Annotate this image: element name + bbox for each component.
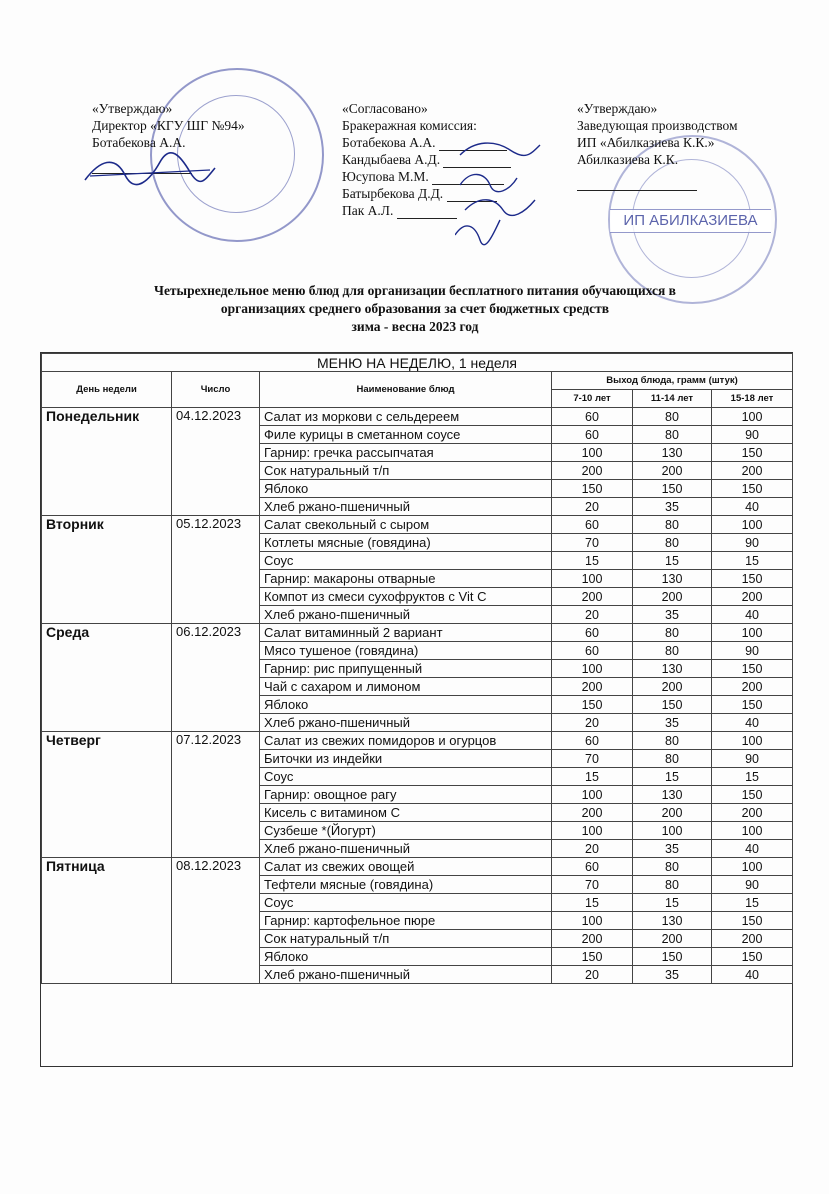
dish-name: Сузбеше *(Йогурт): [260, 822, 552, 840]
portion-value: 70: [552, 534, 633, 552]
portion-value: 130: [633, 786, 712, 804]
dish-name: Салат из свежих овощей: [260, 858, 552, 876]
header-day: День недели: [42, 372, 172, 408]
portion-value: 35: [633, 606, 712, 624]
portion-value: 150: [712, 948, 793, 966]
dish-name: Хлеб ржано-пшеничный: [260, 606, 552, 624]
portion-value: 80: [633, 534, 712, 552]
portion-value: 200: [633, 930, 712, 948]
portion-value: 20: [552, 498, 633, 516]
approval-line: «Утверждаю»: [92, 101, 173, 116]
portion-value: 90: [712, 426, 793, 444]
portion-value: 15: [712, 768, 793, 786]
portion-value: 70: [552, 876, 633, 894]
portion-value: 100: [712, 822, 793, 840]
portion-value: 100: [552, 660, 633, 678]
dish-name: Гарнир: рис припущенный: [260, 660, 552, 678]
dish-name: Котлеты мясные (говядина): [260, 534, 552, 552]
dish-name: Тефтели мясные (говядина): [260, 876, 552, 894]
portion-value: 150: [633, 696, 712, 714]
dish-name: Яблоко: [260, 480, 552, 498]
day-date: 07.12.2023: [172, 732, 260, 858]
table-row: [42, 858, 793, 876]
portion-value: 100: [712, 858, 793, 876]
portion-value: 60: [552, 516, 633, 534]
approval-line: Заведующая производством: [577, 118, 738, 133]
portion-value: 100: [712, 408, 793, 426]
portion-value: 150: [552, 948, 633, 966]
document-title: [60, 282, 770, 336]
header-dish: Наименование блюд: [260, 372, 552, 408]
dish-name: Соус: [260, 552, 552, 570]
portion-value: 60: [552, 732, 633, 750]
day-date: 06.12.2023: [172, 624, 260, 732]
dish-name: Филе курицы в сметанном соусе: [260, 426, 552, 444]
portion-value: 20: [552, 840, 633, 858]
portion-value: 80: [633, 642, 712, 660]
dish-name: Гарнир: гречка рассыпчатая: [260, 444, 552, 462]
portion-value: 200: [552, 462, 633, 480]
dish-name: Соус: [260, 768, 552, 786]
portion-value: 60: [552, 624, 633, 642]
portion-value: 80: [633, 426, 712, 444]
portion-value: 130: [633, 444, 712, 462]
portion-value: 130: [633, 570, 712, 588]
portion-value: 40: [712, 714, 793, 732]
portion-value: 150: [712, 660, 793, 678]
approval-line: Бракеражная комиссия:: [342, 118, 477, 133]
portion-value: 130: [633, 660, 712, 678]
dish-name: Яблоко: [260, 696, 552, 714]
portion-value: 35: [633, 498, 712, 516]
dish-name: Хлеб ржано-пшеничный: [260, 966, 552, 984]
signature-director: [80, 150, 220, 190]
portion-value: 100: [552, 444, 633, 462]
portion-value: 150: [552, 696, 633, 714]
approval-line: ИП «Абилказиева К.К.»: [577, 135, 715, 150]
day-date: 04.12.2023: [172, 408, 260, 516]
dish-name: Соус: [260, 894, 552, 912]
portion-value: 100: [552, 822, 633, 840]
portion-value: 100: [712, 732, 793, 750]
menu-table-frame: [40, 352, 793, 1067]
portion-value: 200: [552, 804, 633, 822]
portion-value: 60: [552, 408, 633, 426]
portion-value: 200: [633, 804, 712, 822]
portion-value: 90: [712, 642, 793, 660]
portion-value: 200: [552, 930, 633, 948]
portion-value: 200: [552, 588, 633, 606]
portion-value: 80: [633, 624, 712, 642]
portion-value: 40: [712, 606, 793, 624]
age-group-header: 15-18 лет: [712, 390, 793, 408]
dish-name: Чай с сахаром и лимоном: [260, 678, 552, 696]
portion-value: 150: [552, 480, 633, 498]
menu-caption-row: [42, 354, 793, 372]
age-group-header: 7-10 лет: [552, 390, 633, 408]
portion-value: 200: [712, 678, 793, 696]
portion-value: 90: [712, 534, 793, 552]
dish-name: Кисель с витамином С: [260, 804, 552, 822]
dish-name: Сок натуральный т/п: [260, 462, 552, 480]
day-name: Понедельник: [42, 408, 172, 516]
day-date: 05.12.2023: [172, 516, 260, 624]
portion-value: 100: [712, 516, 793, 534]
portion-value: 40: [712, 840, 793, 858]
approval-line: «Утверждаю»: [577, 101, 658, 116]
portion-value: 200: [712, 804, 793, 822]
menu-table: [41, 353, 793, 984]
portion-value: 40: [712, 966, 793, 984]
portion-value: 15: [712, 894, 793, 912]
portion-value: 60: [552, 426, 633, 444]
dish-name: Хлеб ржано-пшеничный: [260, 714, 552, 732]
portion-value: 40: [712, 498, 793, 516]
portion-value: 20: [552, 714, 633, 732]
title-line: Четырехнедельное меню блюд для организации бесплатного питания обучающихся в: [154, 283, 676, 298]
day-name: Пятница: [42, 858, 172, 984]
portion-value: 80: [633, 750, 712, 768]
portion-value: 200: [712, 588, 793, 606]
portion-value: 150: [633, 948, 712, 966]
dish-name: Мясо тушеное (говядина): [260, 642, 552, 660]
portion-value: 200: [633, 588, 712, 606]
age-group-header: 11-14 лет: [633, 390, 712, 408]
portion-value: 15: [633, 552, 712, 570]
approval-line: Ботабекова А.А.: [92, 135, 186, 150]
portion-value: 130: [633, 912, 712, 930]
approval-line: Абилказиева К.К.: [577, 152, 679, 167]
portion-value: 200: [712, 462, 793, 480]
dish-name: Салат свекольный с сыром: [260, 516, 552, 534]
portion-value: 70: [552, 750, 633, 768]
dish-name: Хлеб ржано-пшеничный: [260, 498, 552, 516]
dish-name: Салат витаминный 2 вариант: [260, 624, 552, 642]
day-name: Среда: [42, 624, 172, 732]
portion-value: 150: [712, 786, 793, 804]
day-date: 08.12.2023: [172, 858, 260, 984]
portion-value: 15: [633, 894, 712, 912]
signature-line: [577, 174, 797, 191]
portion-value: 100: [552, 912, 633, 930]
approval-line: «Согласовано»: [342, 101, 428, 116]
portion-value: 100: [552, 570, 633, 588]
menu-caption: МЕНЮ НА НЕДЕЛЮ, 1 неделя: [42, 354, 793, 372]
portion-value: 150: [633, 480, 712, 498]
dish-name: Хлеб ржано-пшеничный: [260, 840, 552, 858]
portion-value: 80: [633, 858, 712, 876]
day-name: Вторник: [42, 516, 172, 624]
dish-name: Гарнир: картофельное пюре: [260, 912, 552, 930]
portion-value: 100: [552, 786, 633, 804]
table-row: [42, 408, 793, 426]
portion-value: 60: [552, 642, 633, 660]
day-name: Четверг: [42, 732, 172, 858]
header-date: Число: [172, 372, 260, 408]
commission-member: Кандыбаева А.Д.: [342, 151, 542, 168]
portion-value: 100: [712, 624, 793, 642]
portion-value: 90: [712, 750, 793, 768]
portion-value: 150: [712, 912, 793, 930]
portion-value: 200: [712, 930, 793, 948]
portion-value: 35: [633, 714, 712, 732]
portion-value: 200: [633, 462, 712, 480]
portion-value: 35: [633, 966, 712, 984]
portion-value: 15: [633, 768, 712, 786]
portion-value: 15: [552, 552, 633, 570]
title-line: зима - весна 2023 год: [351, 319, 479, 334]
dish-name: Гарнир: овощное рагу: [260, 786, 552, 804]
dish-name: Гарнир: макароны отварные: [260, 570, 552, 588]
portion-value: 15: [552, 768, 633, 786]
portion-value: 150: [712, 570, 793, 588]
dish-name: Салат из свежих помидоров и огурцов: [260, 732, 552, 750]
portion-value: 35: [633, 840, 712, 858]
portion-value: 200: [552, 678, 633, 696]
portion-value: 20: [552, 966, 633, 984]
portion-value: 60: [552, 858, 633, 876]
portion-value: 90: [712, 876, 793, 894]
title-line: организациях среднего образования за счет бюджетных средств: [220, 301, 610, 316]
dish-name: Биточки из индейки: [260, 750, 552, 768]
table-row: [42, 624, 793, 642]
table-row: [42, 732, 793, 750]
portion-value: 100: [633, 822, 712, 840]
dish-name: Сок натуральный т/п: [260, 930, 552, 948]
commission-member: Батырбекова Д.Д.: [342, 185, 542, 202]
signature-commission: [455, 140, 545, 250]
portion-value: 150: [712, 696, 793, 714]
approval-production: [577, 100, 797, 191]
table-row: [42, 516, 793, 534]
portion-value: 80: [633, 516, 712, 534]
header-row: [42, 372, 793, 390]
dish-name: Салат из моркови с сельдереем: [260, 408, 552, 426]
portion-value: 15: [552, 894, 633, 912]
portion-value: 150: [712, 480, 793, 498]
commission-member: Пак А.Л.: [342, 202, 542, 219]
dish-name: Компот из смеси сухофруктов с Vit C: [260, 588, 552, 606]
dish-name: Яблоко: [260, 948, 552, 966]
portion-value: 80: [633, 732, 712, 750]
seal-label: ИП АБИЛКАЗИЕВА: [610, 209, 771, 233]
commission-member: Ботабекова А.А.: [342, 134, 542, 151]
approval-line: Директор «КГУ ШГ №94»: [92, 118, 245, 133]
commission-member: Юсупова М.М.: [342, 168, 542, 185]
portion-value: 80: [633, 408, 712, 426]
portion-value: 15: [712, 552, 793, 570]
portion-value: 200: [633, 678, 712, 696]
portion-value: 80: [633, 876, 712, 894]
header-yield: Выход блюда, грамм (штук): [552, 372, 793, 390]
portion-value: 150: [712, 444, 793, 462]
portion-value: 20: [552, 606, 633, 624]
